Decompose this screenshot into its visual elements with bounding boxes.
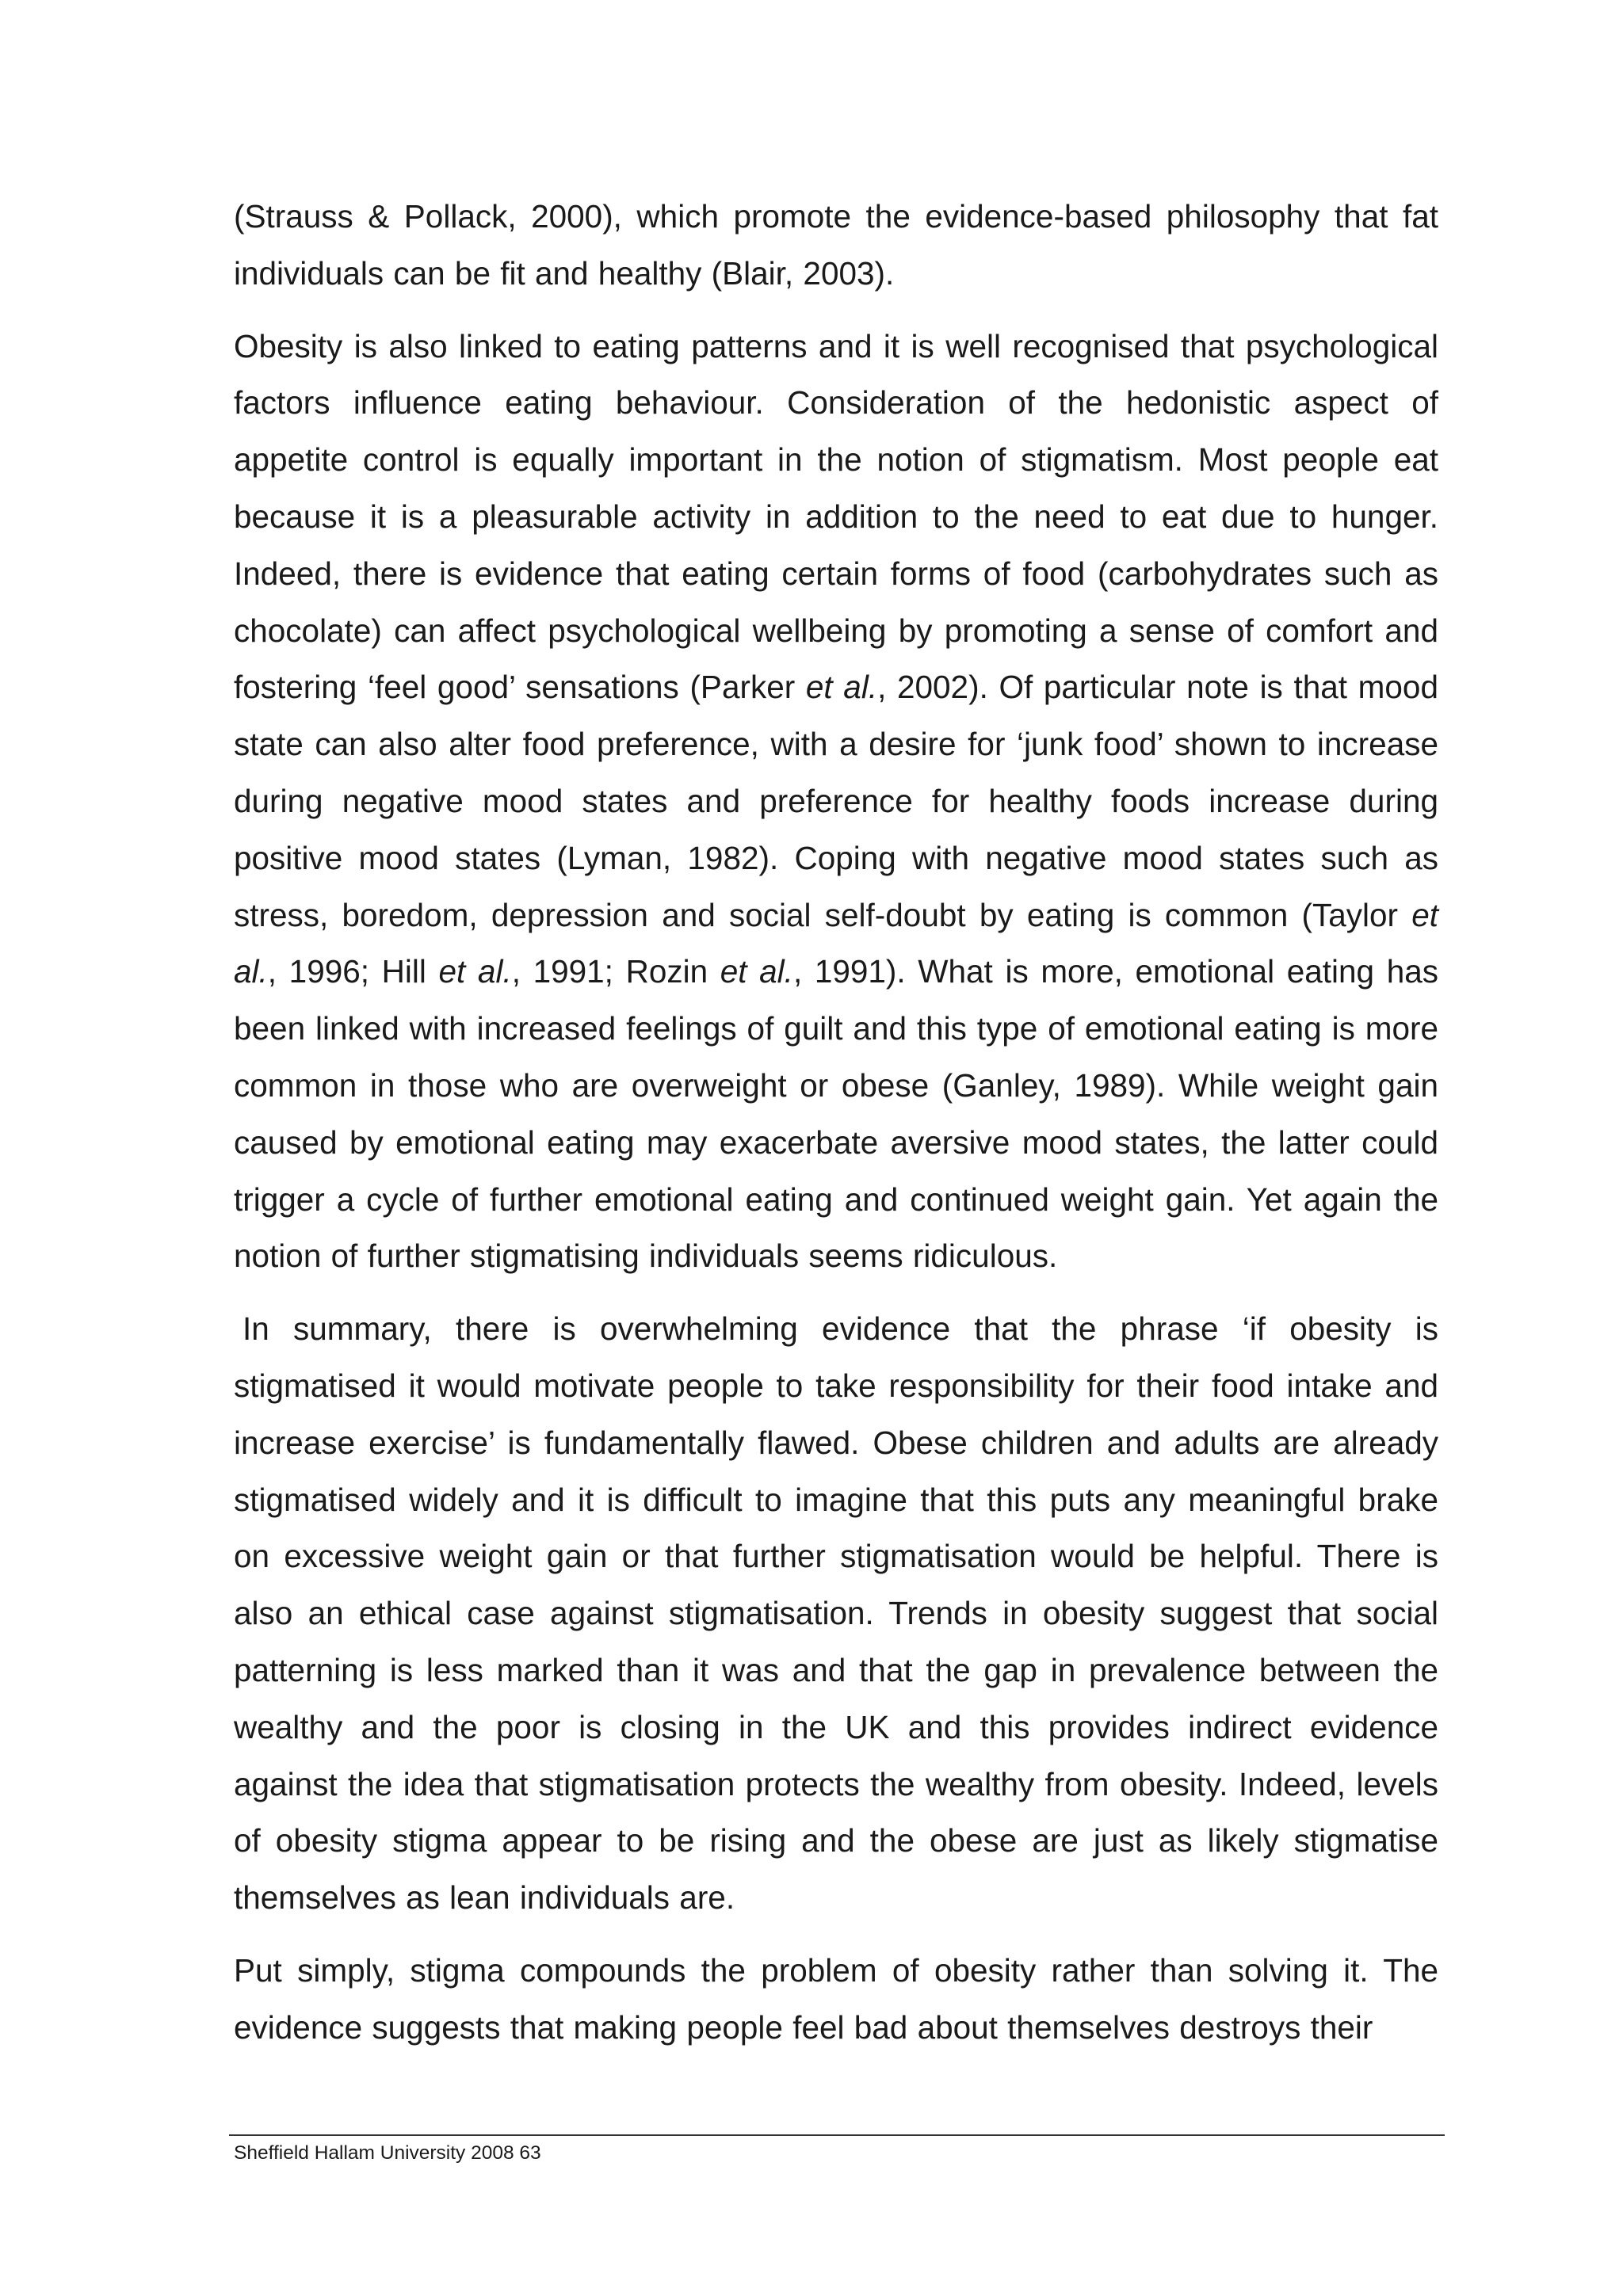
paragraph-4 <box>234 1943 1438 2057</box>
text-run: , 2002). Of particular note is that mood state can also alter food preference, with a desire for ‘junk food’ shown to increase during negative mood states and preference for healthy foods increase during positive mood states (Lyman, 1982). Coping with negative mood states such as stress, boredom, depression and social self-doubt by eating is common (Taylor <box>234 669 1438 933</box>
text-run: Put simply, stigma compounds the problem of obesity rather than solving it. The evidence suggests that making people feel bad about themselves destroys their <box>234 1951 1438 2046</box>
footer-divider <box>229 2134 1445 2136</box>
italic-run: et al. <box>234 896 1438 990</box>
text-run: (Strauss & Pollack, 2000), which promote the evidence-based philosophy that fat individuals can be fit and healthy (Blair, 2003). <box>234 198 1438 292</box>
footer-text: Sheffield Hallam University 2008 63 <box>234 2142 541 2164</box>
text-run: , 1996; Hill <box>267 953 439 990</box>
paragraph-2 <box>234 318 1438 1286</box>
text-run: , 1991). What is more, emotional eating has been linked with increased feelings of guilt and this type of emotional eating is more common in those who are overweight or obese (Ganley, 1989). While weight gain caused by emotional eating may exacerbate aversive mood states, the latter could trigger a cycle of further emotional eating and continued weight gain. Yet again the notion of further stigmatising individuals seems ridiculous. <box>234 953 1438 1275</box>
text-run: , 1991; Rozin <box>511 953 720 990</box>
body-text <box>234 189 1438 2073</box>
italic-run: et al. <box>720 953 793 990</box>
paragraph-3 <box>234 1301 1438 1927</box>
italic-run: et al. <box>438 953 512 990</box>
paragraph-1 <box>234 189 1438 303</box>
italic-run: et al. <box>805 669 878 706</box>
text-run: Obesity is also linked to eating patterns and it is well recognised that psychological factors influence eating behaviour. Consideration of the hedonistic aspect of appetite control is equally important in the notion of stigmatism. Most people eat because it is a pleasurable activity in addition to the need to eat due to hunger. Indeed, there is evidence that eating certain forms of food (carbohydrates such as chocolate) can affect psychological wellbeing by promoting a sense of comfort and fostering ‘feel good’ sensations (Parker <box>234 327 1438 706</box>
text-run: In summary, there is overwhelming evidence that the phrase ‘if obesity is stigmatised it would motivate people to take responsibility for their food intake and increase exercise’ is fundamentally flawed. Obese children and adults are already stigmatised widely and it is difficult to imagine that this puts any meaningful brake on excessive weight gain or that further stigmatisation would be helpful. There is also an ethical case against stigmatisation. Trends in obesity suggest that social patterning is less marked than it was and that the gap in prevalence between the wealthy and the poor is closing in the UK and this provides indirect evidence against the idea that stigmatisation protects the wealthy from obesity. Indeed, levels of obesity stigma appear to be rising and the obese are just as likely stigmatise themselves as lean individuals are. <box>234 1310 1438 1917</box>
